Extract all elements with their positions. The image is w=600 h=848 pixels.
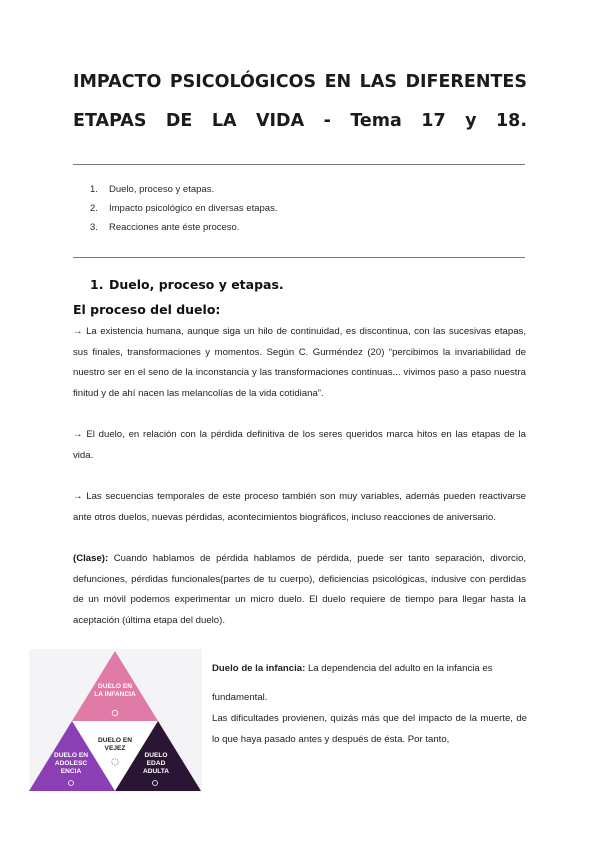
divider (73, 164, 525, 165)
label-vejez: DUELO EN VEJEZ (97, 737, 133, 752)
document-title-line-2: ETAPAS DE LA VIDA - Tema 17 y 18. (73, 111, 527, 131)
toc-item-label: Duelo, proceso y etapas. (109, 184, 215, 195)
toc-item-number: 3. (90, 222, 98, 233)
label-adulta: DUELO EDAD ADULTA (142, 752, 170, 775)
side-paragraph: Las dificultades provienen, quizás más que del impacto de la muerte, de lo que haya pasado antes y después de ésta. Por tanto, (212, 713, 527, 745)
toc-item-label: Reacciones ante éste proceso. (109, 222, 240, 233)
label-adolescencia: DUELO EN ADOLESC ENCIA (53, 752, 89, 775)
paragraph: → Las secuencias temporales de este proceso también son muy variables, además pueden reactivarse ante otros duelos, nuevas pérdidas, acontecimientos biográficos, incluso reacciones de aniversario. (73, 491, 526, 523)
side-text: La dependencia del adulto en la infancia es (305, 663, 493, 674)
section-number: 1. (90, 277, 104, 292)
side-paragraph: fundamental. (212, 692, 268, 703)
paragraph: → La existencia humana, aunque siga un hilo de continuidad, es discontinua, con las sucesivas etapas, sus finales, transformaciones y momentos. Según C. Gurméndez (20) “percibimos la invariabilidad de nuestro ser en el seno de la inconstancia y las transformaciones continuas... vivimos paso a paso nuestra finitud y de ahí nacen las melancolías de la vida cotidiana”. (73, 326, 526, 399)
paragraph-lead: (Clase): (73, 553, 109, 564)
toc-item (90, 222, 239, 233)
toc-item (90, 203, 277, 214)
document-title-line-1: IMPACTO PSICOLÓGICOS EN LAS DIFERENTES (73, 72, 527, 92)
section-title: Duelo, proceso y etapas. (109, 277, 284, 292)
section-heading (90, 277, 284, 292)
side-lead: Duelo de la infancia: (212, 663, 306, 674)
divider (73, 257, 525, 258)
grief-stages-diagram (29, 649, 202, 792)
paragraph: → El duelo, en relación con la pérdida definitiva de los seres queridos marca hitos en las etapas de la vida. (73, 429, 526, 461)
subsection-heading: El proceso del duelo: (73, 302, 221, 317)
side-paragraph (212, 659, 527, 680)
toc-item (90, 184, 214, 195)
paragraph-text: Cuando hablamos de pérdida hablamos de pérdida, puede ser tanto separación, divorcio, defunciones, pérdidas funcionales(partes de tu cuerpo), deficiencias psicológicas, indusive con perdidas de un móvil podemos experimentar un micro duelo. El duelo requiere de tiempo para llegar hasta la aceptación (última etapa del duelo). (73, 553, 526, 626)
toc-item-number: 1. (90, 184, 98, 195)
paragraph (73, 549, 526, 631)
toc-item-label: Impacto psicológico en diversas etapas. (109, 203, 278, 214)
label-infancia: DUELO EN LA INFANCIA (94, 683, 136, 698)
toc-item-number: 2. (90, 203, 98, 214)
